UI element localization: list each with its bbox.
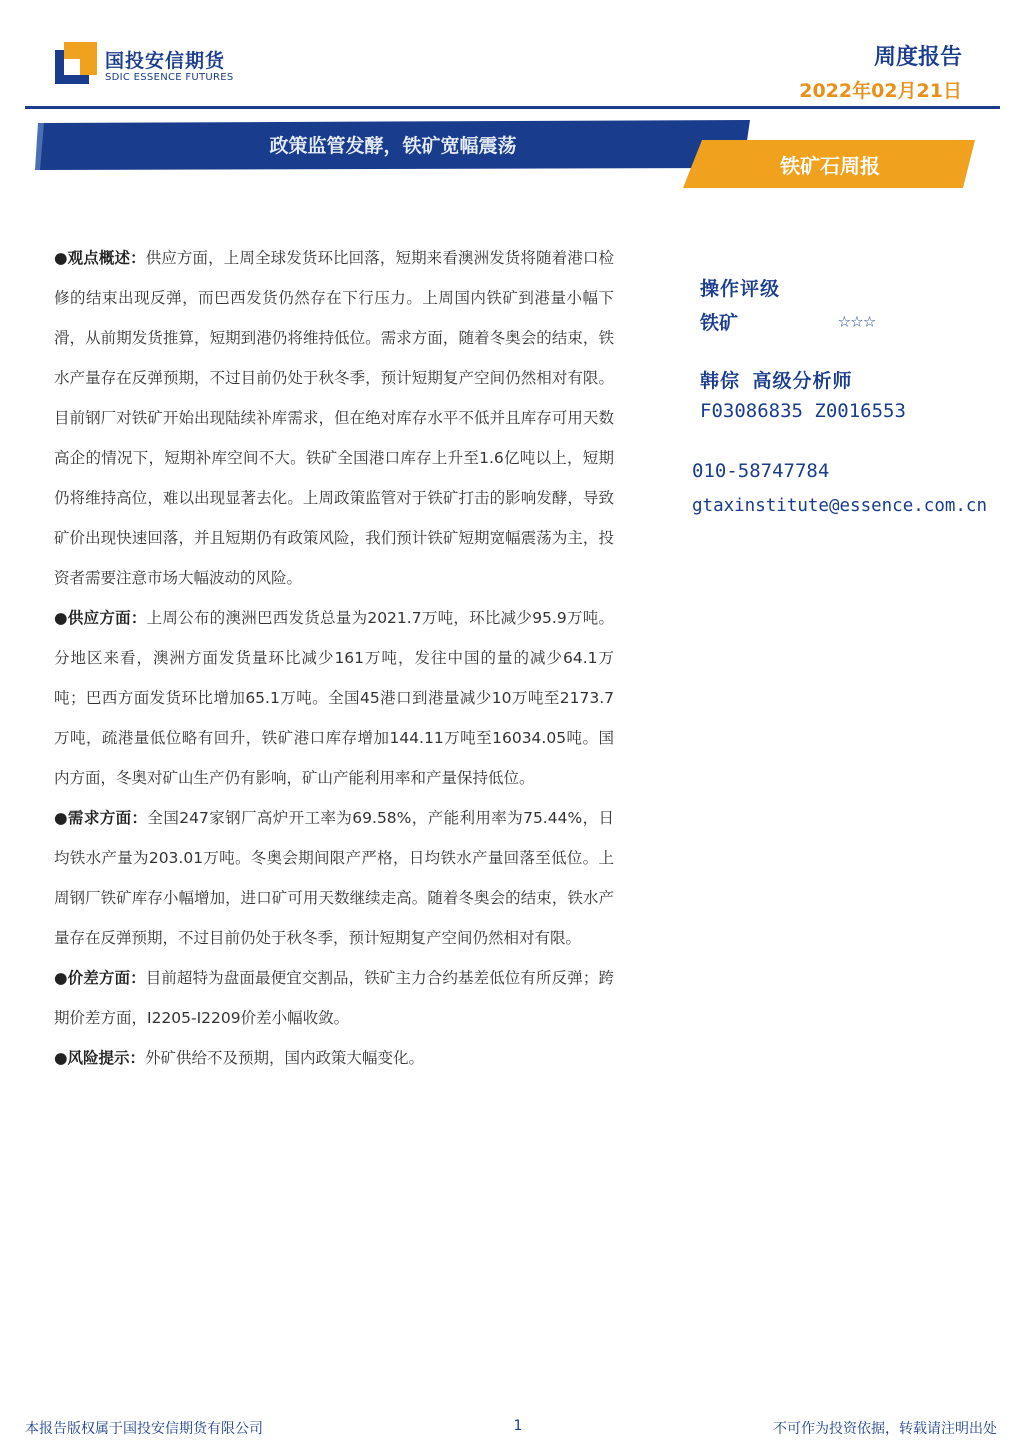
- section-overview: [54, 238, 614, 598]
- report-date: 2022年02月21日: [799, 80, 962, 102]
- section-heading: ●风险提示：: [54, 1049, 146, 1067]
- page-number: 1: [513, 1418, 523, 1434]
- section-heading: ●观点概述：: [54, 249, 146, 267]
- report-body: [54, 238, 614, 1078]
- section-text: 目前超特为盘面最便宜交割品，铁矿主力合约基差低位有所反弹；跨期价差方面，I2205-I2209价差小幅收敛。: [54, 969, 614, 1027]
- section-text: 供应方面，上周全球发货环比回落，短期来看澳洲发货将随着港口检修的结束出现反弹，而巴西发货仍然存在下行压力。上周国内铁矿到港量小幅下滑，从前期发货推算，短期到港仍将维持低位。需求方面，随着冬奥会的结束，铁水产量存在反弹预期，不过目前仍处于秋冬季，预计短期复产空间仍然相对有限。目前钢厂对铁矿开始出现陆续补库需求，但在绝对库存水平不低并且库存可用天数高企的情况下，短期补库空间不大。铁矿全国港口库存上升至1.6亿吨以上，短期仍将维持高位，难以出现显著去化。上周政策监管对于铁矿打击的影响发酵，导致矿价出现快速回落，并且短期仍有政策风险，我们预计铁矿短期宽幅震荡为主，投资者需要注意市场大幅波动的风险。: [54, 249, 614, 587]
- rating-item: 铁矿: [700, 312, 739, 334]
- footer-disclaimer: 不可作为投资依据，转载请注明出处: [773, 1421, 997, 1437]
- company-logo: [55, 42, 245, 88]
- rating-stars-icon: ☆☆☆: [838, 308, 876, 332]
- section-heading: ●需求方面：: [54, 809, 148, 827]
- company-name-cn: 国投安信期货: [105, 50, 226, 72]
- section-risk: [54, 1038, 614, 1078]
- section-text: 外矿供给不及预期，国内政策大幅变化。: [145, 1049, 425, 1067]
- footer-copyright: 本报告版权属于国投安信期货有限公司: [25, 1421, 263, 1437]
- title-banner: [0, 118, 1025, 190]
- section-spread: [54, 958, 614, 1038]
- company-name-en: SDIC ESSENCE FUTURES: [105, 72, 234, 83]
- contact-email[interactable]: gtaxinstitute@essence.com.cn: [692, 496, 988, 516]
- section-heading: ●价差方面：: [54, 969, 146, 987]
- section-heading: ●供应方面：: [54, 609, 147, 627]
- section-text: 全国247家钢厂高炉开工率为69.58%，产能利用率为75.44%，日均铁水产量为203.01万吨。冬奥会期间限产严格，日均铁水产量回落至低位。上周钢厂铁矿库存小幅增加，进口矿可用天数继续走高。随着冬奥会的结束，铁水产量存在反弹预期，不过目前仍处于秋冬季，预计短期复产空间仍然相对有限。: [54, 809, 614, 947]
- section-text: 上周公布的澳洲巴西发货总量为2021.7万吨，环比减少95.9万吨。分地区来看，澳洲方面发货量环比减少161万吨，发往中国的量的减少64.1万吨；巴西方面发货环比增加65.1万吨。全国45港口到港量减少10万吨至2173.7万吨，疏港量低位略有回升，铁矿港口库存增加144.11万吨至16034.05吨。国内方面，冬奥对矿山生产仍有影响，矿山产能利用率和产量保持低位。: [54, 609, 615, 787]
- rating-row: [700, 308, 1000, 335]
- section-supply: [54, 598, 614, 798]
- analyst-name: 韩倧 高级分析师: [700, 370, 853, 392]
- rating-title: 操作评级: [700, 278, 781, 300]
- report-title: 政策监管发酵，铁矿宽幅震荡: [269, 135, 517, 157]
- header-divider: [25, 106, 1000, 109]
- report-category-tag: 铁矿石周报: [780, 154, 880, 178]
- logo-mark-icon: [55, 42, 97, 84]
- report-type: 周度报告: [873, 45, 962, 70]
- analyst-license: F03086835 Z0016553: [700, 400, 906, 422]
- contact-phone: 010-58747784: [692, 460, 830, 482]
- section-demand: [54, 798, 614, 958]
